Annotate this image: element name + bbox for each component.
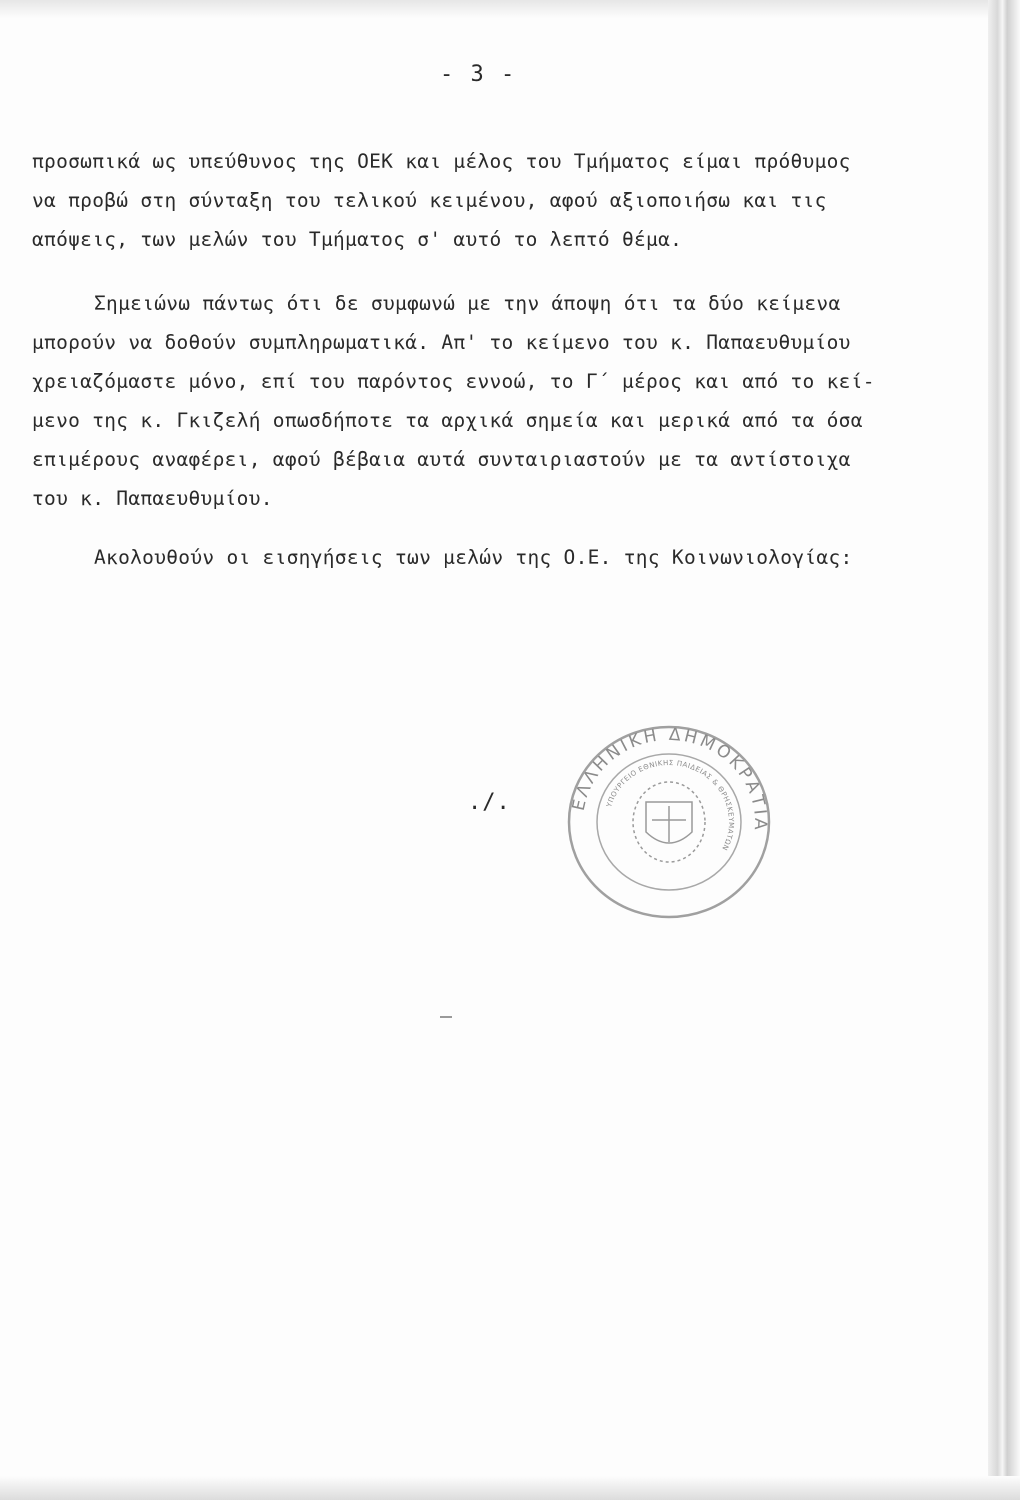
paragraph-3	[32, 538, 952, 577]
official-stamp	[564, 722, 774, 922]
text-line: μενο της κ. Γκιζελή οπωσδήποτε τα αρχικά σημεία και μερικά από τα όσα	[32, 409, 863, 432]
coat-of-arms-icon	[633, 782, 705, 862]
scan-bottom-edge	[0, 1476, 1020, 1500]
text-line: επιμέρους αναφέρει, αφού βέβαια αυτά συνταιριαστούν με τα αντίστοιχα	[32, 448, 851, 471]
scan-top-edge	[0, 0, 1020, 18]
stray-mark	[440, 1016, 452, 1018]
paragraph-2	[32, 284, 952, 518]
continuation-mark: ./.	[468, 790, 511, 815]
text-line: Σημειώνω πάντως ότι δε συμφωνώ με την άποψη ότι τα δύο κείμενα	[94, 292, 841, 315]
text-line: Ακολουθούν οι εισηγήσεις των μελών της Ο.Ε. της Κοινωνιολογίας:	[94, 546, 853, 569]
text-line: του κ. Παπαευθυμίου.	[32, 487, 273, 510]
stamp-inner-text: ΥΠΟΥΡΓΕΙΟ ΕΘΝΙΚΗΣ ΠΑΙΔΕΙΑΣ & ΘΡΗΣΚΕΥΜΑΤΩΝ	[605, 758, 736, 852]
text-line: χρειαζόμαστε μόνο, επί του παρόντος εννοώ, το Γ΄ μέρος και από το κεί-	[32, 370, 875, 393]
text-line: προσωπικά ως υπεύθυνος της ΟΕΚ και μέλος του Τμήματος είμαι πρόθυμος	[32, 150, 851, 173]
scan-right-edge	[988, 0, 1020, 1500]
text-line: μπορούν να δοθούν συμπληρωματικά. Απ' το κείμενο του κ. Παπαευθυμίου	[32, 331, 851, 354]
text-line: απόψεις, των μελών του Τμήματος σ' αυτό το λεπτό θέμα.	[32, 228, 683, 251]
paragraph-1	[32, 142, 952, 259]
text-line: να προβώ στη σύνταξη του τελικού κειμένου, αφού αξιοποιήσω και τις	[32, 189, 827, 212]
page-number: - 3 -	[440, 62, 517, 87]
stamp-outer-text: ΕΛΛΗΝΙΚΗ ΔΗΜΟΚΡΑΤΙΑ	[568, 724, 771, 834]
